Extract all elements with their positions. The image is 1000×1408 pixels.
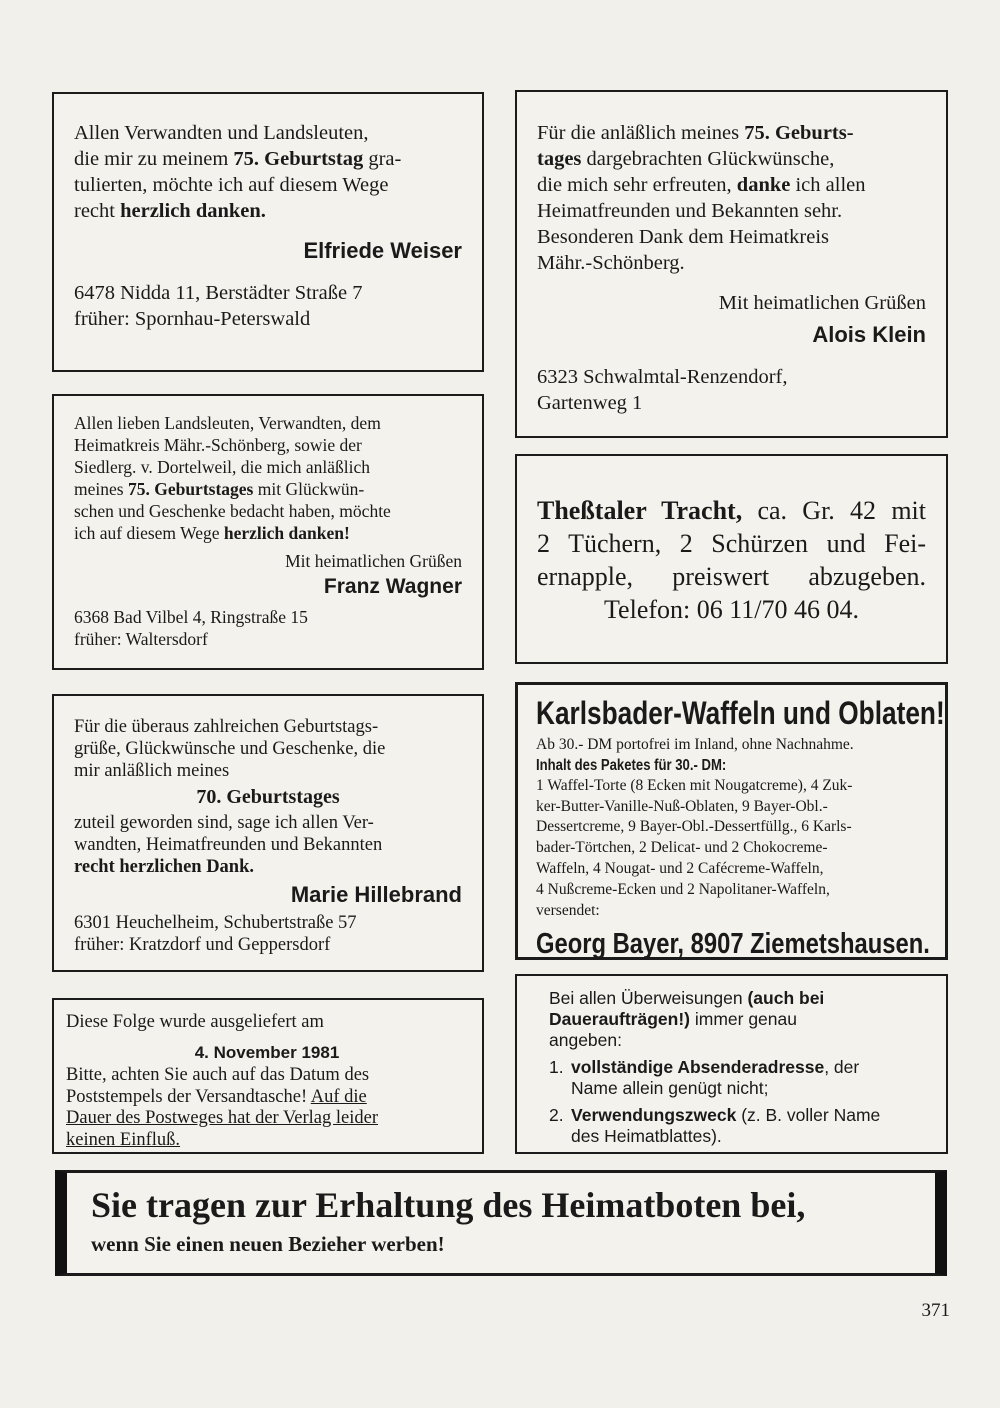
emphasis: Verwendungszweck [571, 1105, 737, 1125]
text-line: gra- [363, 148, 402, 170]
package-heading: Inhalt des Paketes für 30.- DM: [536, 756, 727, 774]
notice-marie-hillebrand [52, 694, 484, 972]
text-line: zuteil geworden sind, sage ich allen Ver- [74, 813, 374, 833]
thanks-text [74, 812, 462, 878]
ad-item-name: Theßtaler Tracht, [537, 496, 743, 525]
text-segment: Name allein genügt nicht; [571, 1078, 769, 1098]
text-line: ich allen [790, 174, 866, 196]
text-line: Diese Folge wurde ausgeliefert am [66, 1012, 324, 1032]
delivery-date: 4. November 1981 [194, 1042, 340, 1062]
birthday-highlight: tages [537, 148, 582, 170]
text-line: Waffeln, 4 Nougat- und 2 Cafécreme-Waffeln, [536, 859, 824, 877]
text-line [549, 1009, 926, 1030]
notice-elfriede-weiser [52, 92, 484, 372]
address [537, 364, 926, 416]
text-line: 1 Waffel-Torte (8 Ecken mit Nougatcreme), 4 Zuk- [536, 776, 853, 794]
thanks-text [74, 120, 462, 224]
address-line: 6368 Bad Vilbel 4, Ringstraße 15 [74, 607, 308, 627]
text-line: ich auf diesem Wege [74, 523, 224, 543]
text-line: Bitte, achten Sie auch auf das Datum des [66, 1065, 370, 1085]
banner-headline: Sie tragen zur Erhaltung des Heimatboten bei, [91, 1185, 806, 1225]
signature-name: Franz Wagner [323, 575, 462, 598]
page-number: 371 [921, 1300, 950, 1321]
text-line: dargebrachten Glückwünsche, [581, 148, 835, 170]
phone-number: Telefon: 06 11/70 46 04. [603, 595, 859, 624]
text-line: Besonderen Dank dem Heimatkreis [537, 226, 830, 248]
birthday-highlight: 75. Geburtstag [233, 148, 364, 170]
signature-name: Marie Hillebrand [290, 882, 462, 907]
thanks-highlight: herzlich danken. [120, 200, 266, 222]
text-line: Für die anläßlich meines [537, 122, 745, 144]
text-line: mir anläßlich meines [74, 761, 230, 781]
ad-text: Ab 30.- DM portofrei im Inland, ohne Nachnahme. [536, 736, 854, 753]
text-segment: , der [824, 1057, 860, 1077]
ad-sender: Georg Bayer, 8907 Ziemetshausen. [536, 928, 930, 961]
birthday-highlight: 70. Geburtstages [196, 786, 340, 808]
underlined-text: keinen Einfluß. [66, 1129, 181, 1150]
text-line [549, 988, 926, 1009]
thanks-text [74, 412, 462, 544]
text-line: Dessertcreme, 9 Bayer-Obl.-Dessertfüllg., 6 Karls- [536, 818, 852, 836]
underlined-text: Dauer des Postweges hat der Verlag leider [66, 1108, 378, 1128]
ad-line: 2 Tüchern, 2 Schürzen und Fei- [537, 529, 926, 558]
thanks-highlight: danke [736, 174, 791, 196]
thanks-highlight: recht herzlichen Dank. [74, 857, 255, 877]
address-line: 6301 Heuchelheim, Schubertstraße 57 [74, 913, 357, 933]
former-address-line: früher: Waltersdorf [74, 629, 208, 649]
package-contents [536, 776, 929, 922]
instruction-list [549, 1057, 926, 1147]
notice-text [66, 1065, 468, 1151]
text-line: die mir zu meinem [74, 148, 234, 170]
text-line: Allen lieben Landsleuten, Verwandten, dem [74, 413, 381, 433]
address [74, 606, 462, 650]
text-line: ca. Gr. 42 mit [742, 496, 926, 525]
list-number: 1. [549, 1057, 564, 1077]
emphasis: Daueraufträgen!) [549, 1009, 690, 1029]
text-segment: (z. B. voller Name [736, 1105, 881, 1125]
thanks-text [537, 120, 926, 276]
notice-alois-klein [515, 90, 948, 438]
ad-line [537, 494, 926, 527]
text-line: Heimatfreunden und Bekannten sehr. [537, 200, 843, 222]
text-line: 4 Nußcreme-Ecken und 2 Napolitaner-Waffeln, [536, 880, 830, 898]
ad-line: ernapple, preiswert abzugeben. [537, 562, 926, 591]
address [74, 912, 462, 956]
banner-subline: wenn Sie einen neuen Bezieher werben! [91, 1232, 445, 1256]
text-segment: Bei allen Überweisungen [549, 988, 748, 1008]
address-line: Gartenweg 1 [537, 392, 643, 414]
text-line: bader-Törtchen, 2 Delicat- und 2 Chokocreme- [536, 839, 828, 857]
notice-franz-wagner [52, 394, 484, 670]
address [74, 280, 462, 332]
text-line: ker-Butter-Vanille-Nuß-Oblaten, 9 Bayer-Obl.- [536, 797, 828, 815]
text-line: angeben: [549, 1030, 622, 1050]
text-line: tulierten, möchte ich auf diesem Wege [74, 174, 389, 196]
former-address-line: früher: Spornhau-Peterswald [74, 308, 311, 330]
text-line: die mich sehr erfreuten, [537, 174, 737, 196]
emphasis: vollständige Absenderadresse [571, 1057, 825, 1077]
thanks-highlight: herzlich danken! [223, 523, 350, 543]
classified-ad-tracht [515, 454, 948, 664]
birthday-highlight: 75. Geburts- [744, 122, 854, 144]
text-line: Mähr.-Schönberg. [537, 252, 685, 274]
list-text [571, 1105, 880, 1147]
list-item [549, 1105, 926, 1147]
list-number: 2. [549, 1105, 564, 1125]
signature-name: Elfriede Weiser [303, 238, 462, 263]
text-line: Siedlerg. v. Dortelweil, die mich anläßlich [74, 457, 370, 477]
address-line: 6478 Nidda 11, Berstädter Straße 7 [74, 282, 363, 304]
text-line: Allen Verwandten und Landsleuten, [74, 122, 369, 144]
text-line: recht [74, 200, 121, 222]
subscriber-banner [55, 1170, 947, 1276]
emphasis: (auch bei [747, 988, 825, 1008]
text-segment: des Heimatblattes). [571, 1126, 722, 1146]
greeting: Mit heimatlichen Grüßen [718, 292, 926, 314]
text-line: Poststempels der Versandtasche! [66, 1086, 311, 1107]
ad-title: Karlsbader-Waffeln und Oblaten! [536, 695, 945, 731]
former-address-line: früher: Kratzdorf und Geppersdorf [74, 935, 331, 955]
text-line: meines [74, 479, 128, 499]
address-line: 6323 Schwalmtal-Renzendorf, [537, 366, 788, 388]
underlined-text: Auf die [310, 1086, 367, 1107]
text-segment: immer genau [690, 1009, 797, 1029]
birthday-highlight: 75. Geburtstages [127, 479, 254, 499]
text-line: wandten, Heimatfreunden und Bekannten [74, 835, 383, 855]
thanks-text [74, 716, 462, 782]
text-line: versendet: [536, 901, 600, 919]
text-line: Für die überaus zahlreichen Geburtstags- [74, 717, 379, 737]
text-line: grüße, Glückwünsche und Geschenke, die [74, 739, 386, 759]
text-line: Heimatkreis Mähr.-Schönberg, sowie der [74, 435, 362, 455]
greeting: Mit heimatlichen Grüßen [285, 551, 462, 571]
list-item [549, 1057, 926, 1099]
text-line: mit Glückwün- [253, 479, 365, 499]
text-line: schen und Geschenke bedacht haben, möchte [74, 501, 391, 521]
transfer-instructions [515, 974, 948, 1154]
delivery-notice [52, 998, 484, 1154]
list-text [571, 1057, 859, 1099]
signature-name: Alois Klein [812, 322, 926, 347]
ad-karlsbader-waffeln [515, 682, 948, 960]
